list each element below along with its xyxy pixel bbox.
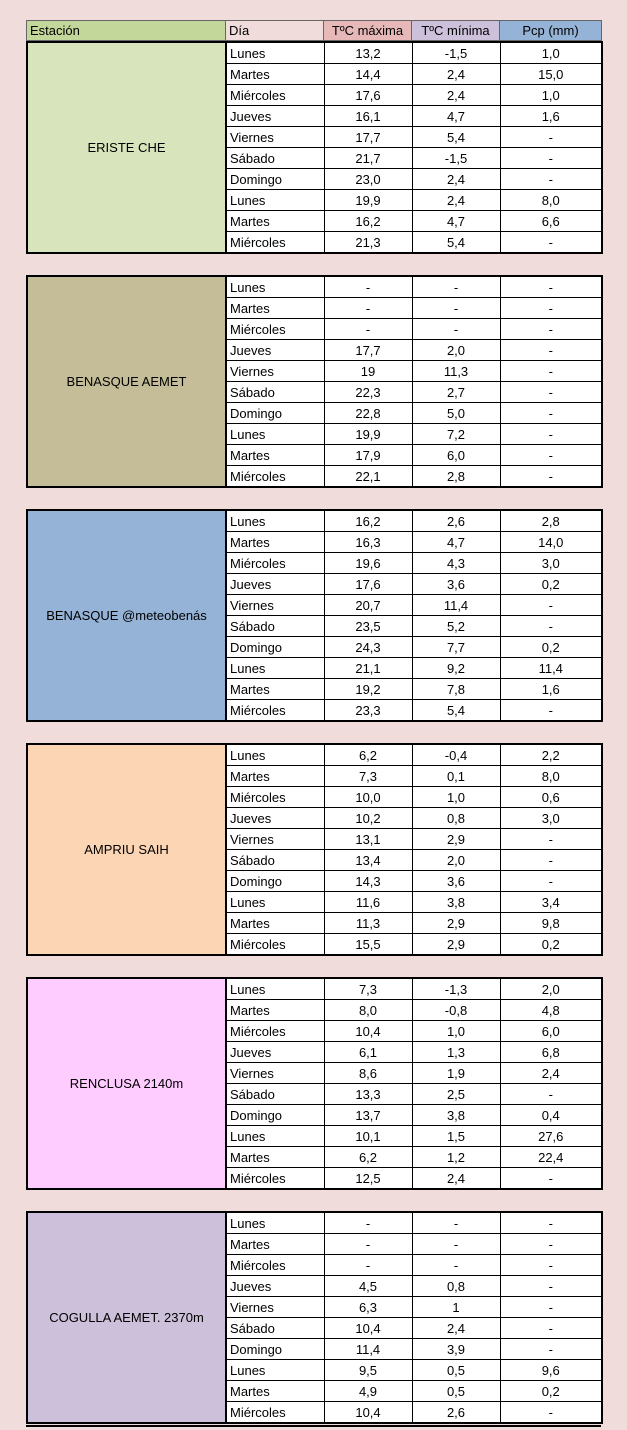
tmax-cell[interactable]: 6,2 xyxy=(324,744,412,766)
table-row xyxy=(27,978,602,1000)
pcp-cell[interactable]: - xyxy=(500,1168,602,1190)
pcp-cell[interactable]: - xyxy=(500,1339,602,1360)
pcp-cell[interactable]: 0,2 xyxy=(500,1381,602,1402)
pcp-cell[interactable]: 8,0 xyxy=(500,766,602,787)
pcp-cell[interactable]: - xyxy=(500,382,602,403)
pcp-cell[interactable]: - xyxy=(500,148,602,169)
tmax-cell[interactable]: 19,9 xyxy=(324,424,412,445)
tmax-cell[interactable]: 16,2 xyxy=(324,510,412,532)
tmin-cell[interactable]: 2,5 xyxy=(412,1084,500,1105)
tmax-cell[interactable]: 8,0 xyxy=(324,1000,412,1021)
tmax-cell[interactable]: 10,1 xyxy=(324,1126,412,1147)
day-cell[interactable]: Miércoles xyxy=(226,1168,324,1190)
tmin-cell[interactable]: 1,3 xyxy=(412,1042,500,1063)
tmin-cell[interactable]: 3,8 xyxy=(412,1105,500,1126)
pcp-cell[interactable]: - xyxy=(500,616,602,637)
tmax-cell[interactable]: 6,2 xyxy=(324,1147,412,1168)
pcp-cell[interactable]: 0,2 xyxy=(500,574,602,595)
tmax-cell[interactable]: 21,3 xyxy=(324,232,412,254)
day-cell[interactable]: Martes xyxy=(226,298,324,319)
tmax-cell[interactable]: 16,2 xyxy=(324,211,412,232)
tmax-cell[interactable]: 10,4 xyxy=(324,1402,412,1424)
day-cell[interactable]: Lunes xyxy=(226,42,324,64)
day-cell[interactable]: Miércoles xyxy=(226,787,324,808)
pcp-cell[interactable]: 2,8 xyxy=(500,510,602,532)
tmin-cell[interactable]: 9,2 xyxy=(412,658,500,679)
station-name[interactable]: RENCLUSA 2140m xyxy=(27,978,226,1189)
tmax-cell[interactable]: 20,7 xyxy=(324,595,412,616)
tmin-cell[interactable]: 2,4 xyxy=(412,64,500,85)
station-name[interactable]: BENASQUE AEMET xyxy=(27,276,226,487)
tmin-cell[interactable]: 7,7 xyxy=(412,637,500,658)
tmin-cell[interactable]: 11,4 xyxy=(412,595,500,616)
tmin-cell[interactable]: 11,3 xyxy=(412,361,500,382)
tmax-cell[interactable]: - xyxy=(324,319,412,340)
pcp-cell[interactable]: - xyxy=(500,466,602,488)
header-pcp[interactable]: Pcp (mm) xyxy=(500,21,602,41)
pcp-cell[interactable]: 1,0 xyxy=(500,42,602,64)
pcp-cell[interactable]: 15,0 xyxy=(500,64,602,85)
pcp-cell[interactable]: - xyxy=(500,700,602,722)
tmin-cell[interactable]: 5,2 xyxy=(412,616,500,637)
day-cell[interactable]: Sábado xyxy=(226,850,324,871)
pcp-cell[interactable]: 11,4 xyxy=(500,658,602,679)
day-cell[interactable]: Martes xyxy=(226,766,324,787)
day-cell[interactable]: Sábado xyxy=(226,148,324,169)
tmax-cell[interactable]: 13,1 xyxy=(324,829,412,850)
tmax-cell[interactable]: 23,3 xyxy=(324,700,412,722)
pcp-cell[interactable]: 6,0 xyxy=(500,1021,602,1042)
pcp-cell[interactable]: - xyxy=(500,829,602,850)
day-cell[interactable]: Martes xyxy=(226,1381,324,1402)
day-cell[interactable]: Lunes xyxy=(226,1212,324,1234)
station-name[interactable]: AMPRIU SAIH xyxy=(27,744,226,955)
tmin-cell[interactable]: 7,8 xyxy=(412,679,500,700)
tmin-cell[interactable]: 1,0 xyxy=(412,787,500,808)
tmax-cell[interactable]: 4,9 xyxy=(324,1381,412,1402)
tmin-cell[interactable]: -0,4 xyxy=(412,744,500,766)
pcp-cell[interactable]: 0,2 xyxy=(500,637,602,658)
tmin-cell[interactable]: -1,3 xyxy=(412,978,500,1000)
day-cell[interactable]: Jueves xyxy=(226,808,324,829)
pcp-cell[interactable]: 6,8 xyxy=(500,1042,602,1063)
station-block xyxy=(26,1211,603,1424)
table-row xyxy=(27,276,602,298)
tmax-cell[interactable]: 7,3 xyxy=(324,766,412,787)
pcp-cell[interactable]: 2,0 xyxy=(500,978,602,1000)
day-cell[interactable]: Martes xyxy=(226,211,324,232)
pcp-cell[interactable]: - xyxy=(500,298,602,319)
day-cell[interactable]: Jueves xyxy=(226,106,324,127)
tmin-cell[interactable]: 4,3 xyxy=(412,553,500,574)
tmax-cell[interactable]: 6,3 xyxy=(324,1297,412,1318)
station-block xyxy=(26,275,603,488)
day-cell[interactable]: Miércoles xyxy=(226,1021,324,1042)
tmax-cell[interactable]: 23,0 xyxy=(324,169,412,190)
pcp-cell[interactable]: 8,0 xyxy=(500,190,602,211)
tmax-cell[interactable]: 19,9 xyxy=(324,190,412,211)
tmax-cell[interactable]: 11,3 xyxy=(324,913,412,934)
tmax-cell[interactable]: 14,4 xyxy=(324,64,412,85)
pcp-cell[interactable]: - xyxy=(500,871,602,892)
tmin-cell[interactable]: 4,7 xyxy=(412,532,500,553)
tmax-cell[interactable]: 17,7 xyxy=(324,127,412,148)
tmin-cell[interactable]: 0,5 xyxy=(412,1381,500,1402)
day-cell[interactable]: Sábado xyxy=(226,382,324,403)
tmax-cell[interactable]: 10,4 xyxy=(324,1021,412,1042)
pcp-cell[interactable]: - xyxy=(500,595,602,616)
tmin-cell[interactable]: 2,6 xyxy=(412,510,500,532)
day-cell[interactable]: Viernes xyxy=(226,127,324,148)
tmin-cell[interactable]: 5,4 xyxy=(412,127,500,148)
tmax-cell[interactable]: 11,6 xyxy=(324,892,412,913)
header-day[interactable]: Día xyxy=(226,21,324,41)
pcp-cell[interactable]: 2,2 xyxy=(500,744,602,766)
station-name[interactable]: COGULLA AEMET. 2370m xyxy=(27,1212,226,1423)
pcp-cell[interactable]: 22,4 xyxy=(500,1147,602,1168)
header-tmin[interactable]: TºC mínima xyxy=(412,21,500,41)
day-cell[interactable]: Martes xyxy=(226,913,324,934)
day-cell[interactable]: Jueves xyxy=(226,1042,324,1063)
day-cell[interactable]: Lunes xyxy=(226,892,324,913)
day-cell[interactable]: Miércoles xyxy=(226,1402,324,1424)
tmax-cell[interactable]: - xyxy=(324,276,412,298)
day-cell[interactable]: Domingo xyxy=(226,403,324,424)
tmin-cell[interactable]: - xyxy=(412,298,500,319)
tmin-cell[interactable]: 2,4 xyxy=(412,1168,500,1190)
tmin-cell[interactable]: 3,8 xyxy=(412,892,500,913)
tmax-cell[interactable]: 10,4 xyxy=(324,1318,412,1339)
station-block xyxy=(26,41,603,254)
day-cell[interactable]: Sábado xyxy=(226,616,324,637)
day-cell[interactable]: Lunes xyxy=(226,658,324,679)
day-cell[interactable]: Domingo xyxy=(226,637,324,658)
day-cell[interactable]: Martes xyxy=(226,1234,324,1255)
tmax-cell[interactable]: 13,4 xyxy=(324,850,412,871)
tmax-cell[interactable]: 17,6 xyxy=(324,85,412,106)
station-blocks xyxy=(0,41,627,1424)
day-cell[interactable]: Jueves xyxy=(226,574,324,595)
tmin-cell[interactable]: 2,6 xyxy=(412,1402,500,1424)
day-cell[interactable]: Martes xyxy=(226,1147,324,1168)
tmax-cell[interactable]: 21,7 xyxy=(324,148,412,169)
tmin-cell[interactable]: 3,9 xyxy=(412,1339,500,1360)
pcp-cell[interactable]: - xyxy=(500,1084,602,1105)
tmax-cell[interactable]: - xyxy=(324,1234,412,1255)
pcp-cell[interactable]: 0,2 xyxy=(500,934,602,956)
station-block xyxy=(26,509,603,722)
tmin-cell[interactable]: 1,5 xyxy=(412,1126,500,1147)
tmin-cell[interactable]: 0,8 xyxy=(412,808,500,829)
table-header xyxy=(26,20,602,41)
tmax-cell[interactable]: - xyxy=(324,1212,412,1234)
tmin-cell[interactable]: 2,4 xyxy=(412,169,500,190)
day-cell[interactable]: Martes xyxy=(226,1000,324,1021)
tmin-cell[interactable]: - xyxy=(412,276,500,298)
day-cell[interactable]: Domingo xyxy=(226,169,324,190)
tmin-cell[interactable]: 4,7 xyxy=(412,211,500,232)
tmin-cell[interactable]: 5,0 xyxy=(412,403,500,424)
day-cell[interactable]: Martes xyxy=(226,532,324,553)
tmin-cell[interactable]: 1,9 xyxy=(412,1063,500,1084)
tmin-cell[interactable]: 0,5 xyxy=(412,1360,500,1381)
tmax-cell[interactable]: - xyxy=(324,1255,412,1276)
day-cell[interactable]: Lunes xyxy=(226,1126,324,1147)
tmax-cell[interactable]: - xyxy=(324,298,412,319)
tmin-cell[interactable]: 2,0 xyxy=(412,340,500,361)
tmax-cell[interactable]: 8,6 xyxy=(324,1063,412,1084)
pcp-cell[interactable]: - xyxy=(500,232,602,254)
pcp-cell[interactable]: - xyxy=(500,276,602,298)
tmax-cell[interactable]: 17,9 xyxy=(324,445,412,466)
pcp-cell[interactable]: 9,8 xyxy=(500,913,602,934)
tmax-cell[interactable]: 22,1 xyxy=(324,466,412,488)
day-cell[interactable]: Viernes xyxy=(226,595,324,616)
day-cell[interactable]: Miércoles xyxy=(226,232,324,254)
tmin-cell[interactable]: -0,8 xyxy=(412,1000,500,1021)
pcp-cell[interactable]: 3,0 xyxy=(500,808,602,829)
pcp-cell[interactable]: - xyxy=(500,340,602,361)
day-cell[interactable]: Martes xyxy=(226,445,324,466)
pcp-cell[interactable]: 9,6 xyxy=(500,1360,602,1381)
pcp-cell[interactable]: 0,6 xyxy=(500,787,602,808)
pcp-cell[interactable]: 6,6 xyxy=(500,211,602,232)
tmin-cell[interactable]: 1,2 xyxy=(412,1147,500,1168)
tmax-cell[interactable]: 19,6 xyxy=(324,553,412,574)
tmin-cell[interactable]: -1,5 xyxy=(412,42,500,64)
day-cell[interactable]: Lunes xyxy=(226,276,324,298)
day-cell[interactable]: Miércoles xyxy=(226,700,324,722)
pcp-cell[interactable]: 3,0 xyxy=(500,553,602,574)
tmin-cell[interactable]: - xyxy=(412,1234,500,1255)
station-block xyxy=(26,743,603,956)
tmax-cell[interactable]: 17,7 xyxy=(324,340,412,361)
tmin-cell[interactable]: 2,4 xyxy=(412,1318,500,1339)
day-cell[interactable]: Lunes xyxy=(226,190,324,211)
header-tmax[interactable]: TºC máxima xyxy=(324,21,412,41)
tmax-cell[interactable]: 13,7 xyxy=(324,1105,412,1126)
pcp-cell[interactable]: - xyxy=(500,1318,602,1339)
tmin-cell[interactable]: 2,9 xyxy=(412,934,500,956)
day-cell[interactable]: Lunes xyxy=(226,510,324,532)
tmax-cell[interactable]: 21,1 xyxy=(324,658,412,679)
tmax-cell[interactable]: 14,3 xyxy=(324,871,412,892)
tmax-cell[interactable]: 4,5 xyxy=(324,1276,412,1297)
tmax-cell[interactable]: 13,3 xyxy=(324,1084,412,1105)
table-row xyxy=(27,42,602,64)
tmax-cell[interactable]: 13,2 xyxy=(324,42,412,64)
day-cell[interactable]: Lunes xyxy=(226,744,324,766)
pcp-cell[interactable]: - xyxy=(500,445,602,466)
pcp-cell[interactable]: - xyxy=(500,169,602,190)
day-cell[interactable]: Miércoles xyxy=(226,1255,324,1276)
day-cell[interactable]: Martes xyxy=(226,679,324,700)
tmax-cell[interactable]: 6,1 xyxy=(324,1042,412,1063)
pcp-cell[interactable]: 1,0 xyxy=(500,85,602,106)
tmin-cell[interactable]: 5,4 xyxy=(412,700,500,722)
tmin-cell[interactable]: 2,8 xyxy=(412,466,500,488)
station-name[interactable]: BENASQUE @meteobenás xyxy=(27,510,226,721)
day-cell[interactable]: Viernes xyxy=(226,361,324,382)
tmin-cell[interactable]: - xyxy=(412,1212,500,1234)
pcp-cell[interactable]: - xyxy=(500,1402,602,1424)
tmin-cell[interactable]: 5,4 xyxy=(412,232,500,254)
pcp-cell[interactable]: 1,6 xyxy=(500,679,602,700)
tmax-cell[interactable]: 17,6 xyxy=(324,574,412,595)
pcp-cell[interactable]: - xyxy=(500,1212,602,1234)
day-cell[interactable]: Miércoles xyxy=(226,466,324,488)
pcp-cell[interactable]: 3,4 xyxy=(500,892,602,913)
pcp-cell[interactable]: - xyxy=(500,1276,602,1297)
pcp-cell[interactable]: 2,4 xyxy=(500,1063,602,1084)
table-row xyxy=(27,1212,602,1234)
station-name[interactable]: ERISTE CHE xyxy=(27,42,226,253)
day-cell[interactable]: Lunes xyxy=(226,424,324,445)
day-cell[interactable]: Martes xyxy=(226,64,324,85)
tmax-cell[interactable]: 22,3 xyxy=(324,382,412,403)
tmax-cell[interactable]: 9,5 xyxy=(324,1360,412,1381)
pcp-cell[interactable]: 1,6 xyxy=(500,106,602,127)
tmin-cell[interactable]: 1 xyxy=(412,1297,500,1318)
tmax-cell[interactable]: 19,2 xyxy=(324,679,412,700)
day-cell[interactable]: Domingo xyxy=(226,1105,324,1126)
tmin-cell[interactable]: 3,6 xyxy=(412,871,500,892)
day-cell[interactable]: Miércoles xyxy=(226,319,324,340)
pcp-cell[interactable]: 4,8 xyxy=(500,1000,602,1021)
pcp-cell[interactable]: - xyxy=(500,1297,602,1318)
day-cell[interactable]: Miércoles xyxy=(226,553,324,574)
tmin-cell[interactable]: 6,0 xyxy=(412,445,500,466)
tmin-cell[interactable]: 7,2 xyxy=(412,424,500,445)
day-cell[interactable]: Miércoles xyxy=(226,934,324,956)
tmax-cell[interactable]: 10,2 xyxy=(324,808,412,829)
day-cell[interactable]: Lunes xyxy=(226,978,324,1000)
day-cell[interactable]: Sábado xyxy=(226,1318,324,1339)
tmax-cell[interactable]: 23,5 xyxy=(324,616,412,637)
pcp-cell[interactable]: - xyxy=(500,319,602,340)
tmin-cell[interactable]: 4,7 xyxy=(412,106,500,127)
tmax-cell[interactable]: 24,3 xyxy=(324,637,412,658)
station-block xyxy=(26,977,603,1190)
pcp-cell[interactable]: - xyxy=(500,850,602,871)
day-cell[interactable]: Domingo xyxy=(226,1339,324,1360)
tmin-cell[interactable]: 2,9 xyxy=(412,829,500,850)
day-cell[interactable]: Lunes xyxy=(226,1360,324,1381)
day-cell[interactable]: Viernes xyxy=(226,1063,324,1084)
tmax-cell[interactable]: 16,3 xyxy=(324,532,412,553)
day-cell[interactable]: Miércoles xyxy=(226,85,324,106)
pcp-cell[interactable]: - xyxy=(500,361,602,382)
tmax-cell[interactable]: 22,8 xyxy=(324,403,412,424)
pcp-cell[interactable]: - xyxy=(500,1234,602,1255)
pcp-cell[interactable]: - xyxy=(500,1255,602,1276)
day-cell[interactable]: Sábado xyxy=(226,1084,324,1105)
pcp-cell[interactable]: - xyxy=(500,127,602,148)
tmax-cell[interactable]: 10,0 xyxy=(324,787,412,808)
table-row xyxy=(27,744,602,766)
tmin-cell[interactable]: -1,5 xyxy=(412,148,500,169)
tmin-cell[interactable]: 2,0 xyxy=(412,850,500,871)
tmax-cell[interactable]: 12,5 xyxy=(324,1168,412,1190)
tmin-cell[interactable]: 2,4 xyxy=(412,85,500,106)
tmin-cell[interactable]: - xyxy=(412,1255,500,1276)
tmin-cell[interactable]: - xyxy=(412,319,500,340)
tmax-cell[interactable]: 19 xyxy=(324,361,412,382)
header-station[interactable]: Estación xyxy=(27,21,226,41)
day-cell[interactable]: Jueves xyxy=(226,1276,324,1297)
tmax-cell[interactable]: 15,5 xyxy=(324,934,412,956)
day-cell[interactable]: Viernes xyxy=(226,829,324,850)
pcp-cell[interactable]: - xyxy=(500,403,602,424)
tmin-cell[interactable]: 2,4 xyxy=(412,190,500,211)
tmin-cell[interactable]: 2,9 xyxy=(412,913,500,934)
tmin-cell[interactable]: 3,6 xyxy=(412,574,500,595)
tmax-cell[interactable]: 7,3 xyxy=(324,978,412,1000)
day-cell[interactable]: Jueves xyxy=(226,340,324,361)
day-cell[interactable]: Viernes xyxy=(226,1297,324,1318)
tmin-cell[interactable]: 2,7 xyxy=(412,382,500,403)
tmin-cell[interactable]: 1,0 xyxy=(412,1021,500,1042)
pcp-cell[interactable]: - xyxy=(500,424,602,445)
pcp-cell[interactable]: 14,0 xyxy=(500,532,602,553)
tmax-cell[interactable]: 16,1 xyxy=(324,106,412,127)
pcp-cell[interactable]: 27,6 xyxy=(500,1126,602,1147)
tmin-cell[interactable]: 0,1 xyxy=(412,766,500,787)
tmin-cell[interactable]: 0,8 xyxy=(412,1276,500,1297)
tmax-cell[interactable]: 11,4 xyxy=(324,1339,412,1360)
table-row xyxy=(27,510,602,532)
pcp-cell[interactable]: 0,4 xyxy=(500,1105,602,1126)
day-cell[interactable]: Domingo xyxy=(226,871,324,892)
